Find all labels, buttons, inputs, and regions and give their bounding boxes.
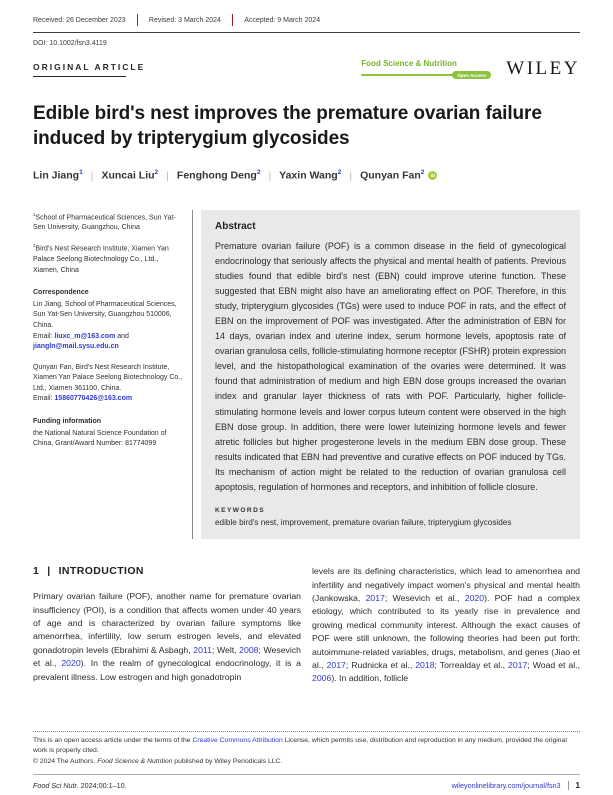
introduction-paragraph-right (312, 565, 580, 686)
affiliation-number: 2 (33, 243, 36, 249)
copyright-line (33, 757, 580, 767)
citation-link[interactable]: 2020 (61, 658, 81, 669)
journal-logo[interactable] (361, 59, 491, 79)
funding-heading: Funding information (33, 418, 102, 426)
heading-separator: | (47, 565, 51, 578)
license-line (33, 736, 580, 757)
article-info-column (33, 210, 183, 540)
header-rule (33, 32, 580, 33)
correspondence-text: Email: (33, 332, 55, 340)
abstract-box (201, 210, 580, 540)
revised-date: Revised: 3 March 2024 (148, 16, 221, 24)
author-affiliation-number: 2 (256, 169, 261, 176)
journal-abbreviation: Food Sci Nutr. (33, 780, 79, 790)
affiliation-1 (33, 210, 183, 235)
author-name: Xuncai Liu (101, 169, 155, 182)
section-title: INTRODUCTION (58, 565, 144, 578)
journal-citation (33, 781, 127, 790)
article-title: Edible bird's nest improves the premature ovarian failure induced by tripterygium glycosides (33, 103, 542, 149)
article-type-label: ORIGINAL ARTICLE (33, 62, 146, 72)
bottom-right-block (452, 781, 580, 790)
license-text: License, which permits use, distribution and reproduction in any medium, provided the original work is properly cited. (33, 737, 567, 755)
page-footer (33, 731, 580, 790)
body-text: ; Rudnicka et al., (345, 659, 416, 670)
funding-text: the National Natural Science Foundation of China, Grant/Award Number: 81774099 (33, 429, 167, 448)
copyright-text: published by Wiley Periodicals LLC. (172, 757, 283, 765)
author-list (33, 169, 580, 182)
column-divider (192, 210, 193, 540)
accepted-date: Accepted: 9 March 2024 (244, 16, 321, 24)
correspondence-entry-1 (33, 300, 183, 353)
journal-url-link[interactable]: wileyonlinelibrary.com/journal/fsn3 (451, 780, 561, 790)
author-separator: | (90, 169, 94, 182)
date-divider (137, 14, 138, 26)
author-affiliation-number: 2 (154, 169, 159, 176)
body-text: ). In addition, follicle (331, 673, 409, 684)
citation-detail: 2024;00:1–10. (78, 780, 127, 790)
footer-rule (33, 774, 580, 775)
body-text: levels are its defining characteristics, which lead to amenorrhea and infertility and negatively impact women's physical and mental health (Jankowska, (312, 566, 580, 603)
article-type-block (33, 62, 145, 77)
affiliation-text: School of Pharmaceutical Sciences, Sun Yat-Sen University, Guangzhou, China (33, 213, 176, 232)
affiliation-text: Bird's Nest Research Institute, Xiamen Yan Palace Seelong Biotechnology Co., Ltd., Xiamen, China (33, 245, 169, 274)
body-text: ; Welt, (211, 644, 240, 655)
article-history-bar (33, 0, 580, 26)
info-section (33, 210, 580, 540)
introduction-paragraph-left (33, 590, 301, 684)
author-name: Yaxin Wang (279, 169, 338, 182)
author-separator: | (268, 169, 272, 182)
citation-link[interactable]: 2018 (415, 659, 435, 670)
author-separator: | (166, 169, 169, 182)
journal-name-italic: Food Science & Nutrition (97, 757, 173, 765)
affiliation-number: 1 (33, 211, 36, 217)
email-link[interactable]: 15860770426@163.com (54, 395, 133, 403)
page-number: 1 (575, 780, 580, 790)
citation-link[interactable]: 2008 (239, 644, 259, 655)
author-affiliation-number: 2 (420, 169, 425, 176)
bottom-bar (33, 781, 580, 790)
body-text: ; Torrealday et al., (434, 659, 509, 670)
received-date: Received: 26 December 2023 (33, 16, 126, 24)
open-access-statement (33, 736, 580, 767)
author-name: Lin Jiang (33, 169, 80, 182)
abstract-paragraph: Premature ovarian failure (POF) is a common disease in the field of gynecological endocrinology that seriously affects the physical and mental health of patients. Previous studies found that edible bird's nest (EBN) could improve uterine function. These suggested that EBN might also have an ameliorating effect on POF. Therefore, in this study, tripterygium glycosides (TGs) were used to induce POF in rats, and the effect of EBN on the improvement of POF was investigated. After the administration of EBN for 14 days, ovarian index and uterine index, serum hormone levels, apoptosis rate of ovarian granulosa cells, follicle-stimulating hormone receptor (FSHR) protein expression level, and the histopathological examination of the ovaries were determined. It was found that administration of medium and high EBN dose groups increased the ovarian index and granular layer thickness of rats with POF. Particularly, higher follicle-stimulating hormone levels and lower corpus luteum content were observed in the high EBN dose group. In addition, there were lower luteinizing hormone levels and fewer atretic follicles but higher progesterone levels in the medium EBN dose group. These results indicated that EBN had preventive and curative effects on POF induced by TGs. Its mechanism of action might be related to the reduction of ovarian granulosa cell apoptosis, regulation of hormones and receptors, and inhibition of follicle closure. (215, 240, 566, 492)
body-column-right (312, 565, 580, 686)
orcid-icon[interactable]: iD (428, 171, 437, 180)
body-text: ; Woad et al., (527, 659, 581, 670)
journal-logo-underline (361, 71, 491, 79)
body-text: ; Wesevich et al., (384, 592, 465, 603)
affiliation-2 (33, 241, 183, 276)
correspondence-text: Qunyan Fan, Bird's Nest Research Institute, Xiamen Yan Palace Seelong Biotechnology Co., Ltd., Xiamen 361100, China. (33, 363, 183, 392)
logos-block (361, 58, 580, 80)
body-text: ). In the realm of gynecological endocrinology, it is a prevalent illness. Low estrogen and high gonadotropin (33, 658, 301, 682)
body-column-left (33, 565, 301, 686)
body-columns (33, 565, 580, 686)
body-text: Primary ovarian failure (POF), another name for premature ovarian insufficiency (POI), is a condition that affects women under 40 years of age and is characterized by ovarian failure symptoms like amenorrhea, infertility, low serum estrogen levels, and elevated gonadotropin levels (Ebrahimi & Asbagh, (33, 591, 301, 655)
journal-logo-line (361, 74, 454, 76)
body-text: ). POF had a complex etiology, which contributed to its yearly rise in prevalence and growing medical community interest. Although the exact causes of POF were still unknown, the following theories had been put forth: autoimmune-related variables, drugs, metabolism, and genes (Jiao et al., (312, 592, 580, 670)
citation-link[interactable]: 2017 (365, 592, 385, 603)
citation-link[interactable]: 2017 (508, 659, 528, 670)
citation-link[interactable]: 2006 (312, 673, 332, 684)
correspondence-heading: Correspondence (33, 289, 89, 297)
masthead (33, 58, 580, 80)
footnote-dotted-rule (33, 731, 580, 732)
author-name: Fenghong Deng (176, 169, 257, 182)
author-name: Qunyan Fan (360, 169, 421, 182)
abstract-heading: Abstract (215, 220, 256, 232)
keywords-list: edible bird's nest, improvement, premature ovarian failure, tripterygium glycosides (215, 518, 512, 528)
body-text: ; Wesevich et al., (33, 644, 302, 669)
section-number: 1 (33, 565, 40, 578)
author-affiliation-number: 2 (337, 169, 342, 176)
date-divider (232, 14, 233, 26)
open-access-badge: Open Access (452, 71, 491, 79)
correspondence-text: Lin Jiang, School of Pharmaceutical Sciences, Sun Yat-Sen University, Guangzhou 510006, China. (33, 300, 177, 329)
license-text: This is an open access article under the terms of the (33, 737, 193, 744)
citation-link[interactable]: 2020 (464, 592, 485, 603)
introduction-heading (33, 565, 301, 577)
correspondence-text: Email: (33, 395, 55, 403)
license-link[interactable]: Creative Commons Attribution (192, 737, 283, 744)
copyright-text: © 2024 The Authors. (33, 757, 98, 765)
email-link[interactable]: liuxc_m@163.com (54, 332, 116, 340)
page-number-divider (568, 781, 569, 790)
article-type-underline (33, 76, 126, 77)
email-link[interactable]: jiangln@mail.sysu.edu.cn (33, 343, 119, 351)
author-affiliation-number: 1 (79, 169, 83, 176)
correspondence-text: and (115, 332, 129, 340)
wiley-logo[interactable]: WILEY (506, 58, 580, 79)
citation-link[interactable]: 2011 (193, 644, 212, 655)
citation-link[interactable]: 2017 (326, 659, 346, 670)
author-separator: | (349, 169, 353, 182)
keywords-heading: KEYWORDS (215, 507, 266, 515)
journal-logo-text: Food Science & Nutrition (361, 59, 457, 68)
doi[interactable]: DOI: 10.1002/fsn3.4119 (33, 40, 107, 47)
correspondence-entry-2 (33, 363, 183, 405)
